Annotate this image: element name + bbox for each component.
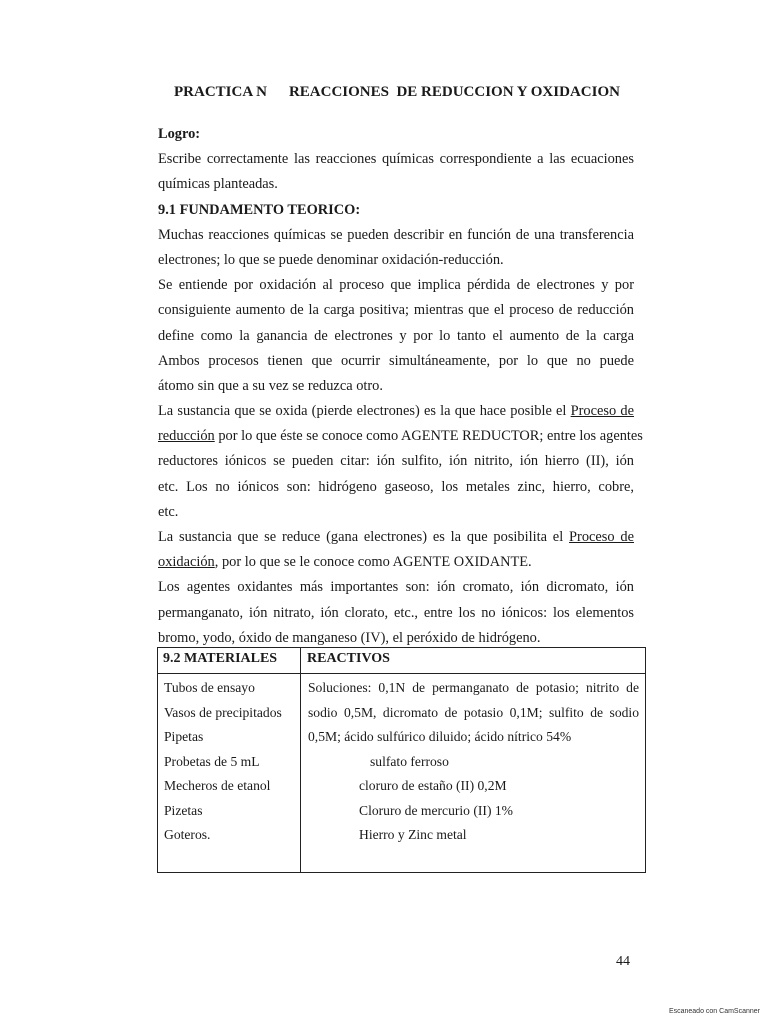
paragraph-line: átomo sin que a su vez se reduzca otro. [158,377,383,394]
practice-topic: REACCIONES DE REDUCCION Y OXIDACION [288,84,620,100]
paragraph-line: Los agentes oxidantes más importantes son: ión cromato, ión dicromato, ión [158,579,634,596]
underlined-term: Proceso de [569,529,634,545]
logro-heading: Logro: [158,126,201,142]
underlined-term: Proceso de [570,403,634,420]
material-item: Probetas de 5 mL [164,753,260,769]
paragraph-line [158,424,643,449]
reactivo-item: sulfato ferroso [370,753,449,769]
reactivo-item: Hierro y Zinc metal [359,827,467,842]
reactivo-line: Soluciones: 0,1N de permanganato de potasio; nitrito de [308,680,639,695]
text-segment: La sustancia que se reduce (gana electrones) es la que posibilita el [158,529,564,545]
practice-label: PRACTICA N [174,84,267,100]
reactivo-line: 0,5M; ácido sulfúrico diluido; ácido nítrico 54% [308,729,572,744]
page-title [174,84,620,101]
reactivo-line: sodio 0,5M, dicromato de potasio 0,1M; sulfito de sodio [308,704,639,720]
underlined-term: reducción [158,428,215,445]
text-segment: por lo que éste se conoce como AGENTE REDUCTOR; entre los agentes [214,428,643,445]
material-item: Mecheros de etanol [164,778,271,793]
table-divider [158,673,645,674]
page-number: 44 [616,954,630,969]
paragraph-line: permanganato, ión nitrato, ión clorato, etc., entre los no iónicos: los elementos [158,604,634,621]
paragraph-line: electrones; lo que se puede denominar oxidación-reducción. [158,251,504,268]
paragraph-line: Ambos procesos tienen que ocurrir simultáneamente, por lo que no puede [158,352,634,369]
paragraph-line: Muchas reacciones químicas se pueden describir en función de una transferencia [158,226,634,243]
paragraph-line: consiguiente aumento de la carga positiva; mientras que el proceso de reducción [158,302,634,319]
reactivo-item: Cloruro de mercurio (II) 1% [359,802,514,818]
text-segment: , por lo que se le conoce como AGENTE OXIDANTE. [214,554,532,571]
materiales-header: 9.2 MATERIALES [163,651,278,666]
material-item: Goteros. [164,827,211,842]
materiales-column [164,676,282,848]
fundamento-heading: 9.1 FUNDAMENTO TEORICO: [158,201,361,218]
material-item: Vasos de precipitados [164,704,282,720]
document-body [158,122,643,651]
material-item: Pizetas [164,802,203,818]
underlined-term: oxidación [158,554,215,571]
scanner-watermark: Escaneado con CamScanner [668,1008,760,1015]
material-item: Tubos de ensayo [164,680,255,695]
logro-line: Escribe correctamente las reacciones químicas correspondiente a las ecuaciones [158,151,634,168]
text-segment: La sustancia que se oxida (pierde electrones) es la que hace posible el [158,403,567,420]
paragraph-line: etc. Los no iónicos son: hidrógeno gaseoso, los metales zinc, hierro, cobre, [158,478,634,495]
paragraph-line [158,550,634,575]
materials-table [157,647,646,873]
paragraph-line: reductores iónicos se pueden citar: ión sulfito, ión nitrito, ión hierro (II), ión [158,453,634,470]
paragraph-line: bromo, yodo, óxido de manganeso (IV), el peróxido de hidrógeno. [158,629,541,646]
logro-line: químicas planteadas. [158,176,278,193]
reactivo-item: cloruro de estaño (II) 0,2M [359,778,507,793]
paragraph-line [158,525,634,550]
paragraph-line [158,399,634,424]
reactivos-column [308,676,639,848]
paragraph-line: define como la ganancia de electrones y por lo tanto el aumento de la carga [158,327,634,344]
reactivos-header: REACTIVOS [307,651,390,666]
paragraph-line: Se entiende por oxidación al proceso que implica pérdida de electrones y por [158,277,634,294]
table-divider [300,648,301,872]
paragraph-line: etc. [158,503,179,520]
material-item: Pipetas [164,729,204,744]
